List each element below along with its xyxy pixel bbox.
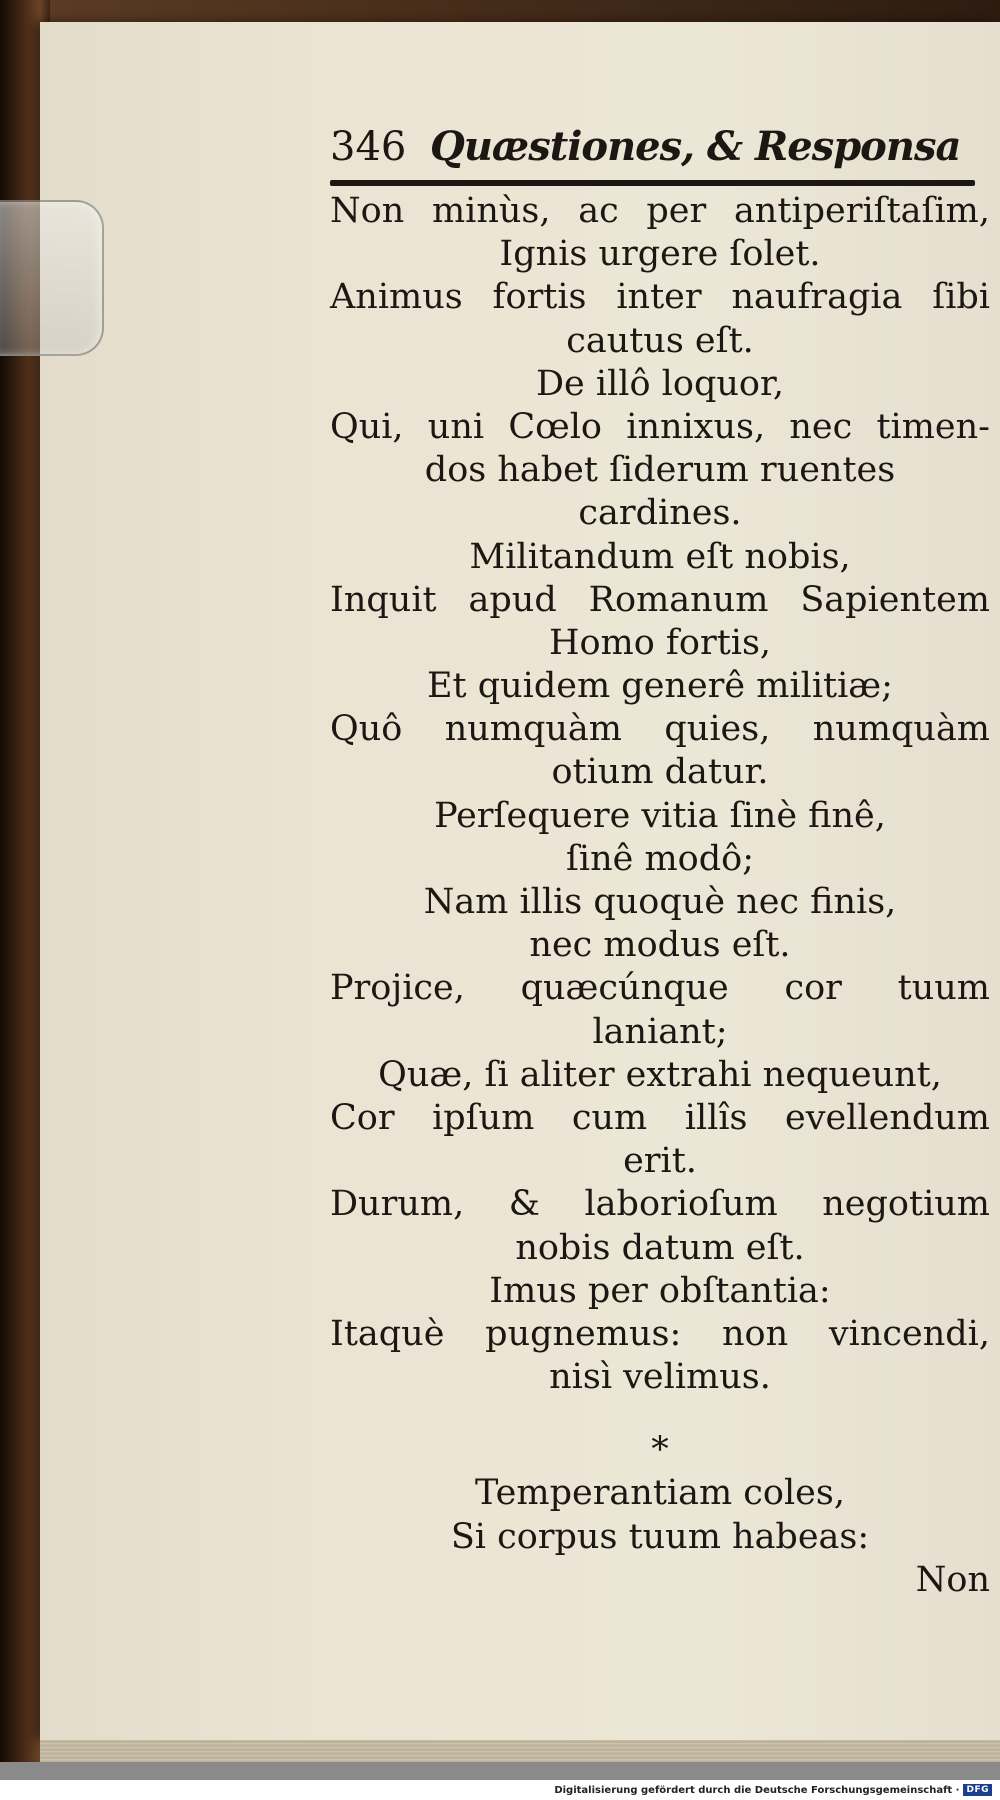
page-edge bbox=[40, 1740, 1000, 1762]
text-line: Homo fortis, bbox=[548, 622, 772, 663]
text-line: Ignis urgere ſolet. bbox=[499, 234, 821, 275]
footer-credit: Digitalisierung gefördert durch die Deutsche Forschungsgemeinschaft · bbox=[554, 1784, 960, 1796]
text-line: Et quidem generê militiæ; bbox=[427, 666, 893, 707]
text-line: Militandum eſt nobis, bbox=[469, 536, 851, 577]
text-line: Non bbox=[915, 1559, 990, 1600]
text-line: Itaquè pugnemus: non vincendi, bbox=[330, 1313, 990, 1354]
text-line: ſinê modô; bbox=[565, 838, 755, 879]
text-line: nobis datum eſt. bbox=[515, 1227, 805, 1268]
text-line: Nam illis quoquè nec finis, bbox=[423, 882, 897, 922]
digitization-footer bbox=[0, 1780, 1000, 1800]
text-line: nisì velimus. bbox=[549, 1357, 771, 1398]
text-line: Si corpus tuum habeas: bbox=[450, 1516, 870, 1557]
page-number: 346 bbox=[330, 124, 407, 170]
text-line: Qui, uni Cœlo innixus, nec timen- bbox=[330, 406, 990, 447]
text-line: cautus eſt. bbox=[566, 320, 754, 361]
text-line: Inquit apud Romanum Sapientem bbox=[330, 579, 990, 620]
text-line: Quô numquàm quies, numquàm bbox=[330, 709, 990, 750]
text-line: De illô loquor, bbox=[536, 363, 784, 404]
text-line: Temperantiam coles, bbox=[475, 1473, 845, 1514]
scan-bottom-border bbox=[0, 1762, 1000, 1780]
text-line: cardines. bbox=[578, 493, 742, 534]
text-line: Imus per obſtantia: bbox=[489, 1270, 831, 1311]
text-line: laniant; bbox=[592, 1011, 728, 1052]
page-clip bbox=[0, 200, 104, 356]
text-line: Projice, quæcúnque cor tuum bbox=[330, 968, 990, 1009]
text-line: nec modus eſt. bbox=[529, 925, 791, 966]
text-line: Durum, & laborioſum negotium bbox=[330, 1184, 990, 1225]
text-line: Cor ipſum cum illîs evellendum bbox=[330, 1097, 990, 1138]
text-line: otium datur. bbox=[551, 752, 769, 793]
page-header bbox=[330, 122, 975, 172]
text-line: dos habet ſiderum ruentes bbox=[424, 450, 896, 491]
blank-line bbox=[330, 1399, 990, 1429]
header-rule bbox=[330, 180, 975, 186]
text-line: Perſequere vitia ſinè finê, bbox=[434, 795, 886, 836]
text-line: Non minùs, ac per antiperiſtaſim, bbox=[330, 191, 990, 231]
text-block bbox=[330, 190, 990, 1602]
text-line: * bbox=[651, 1430, 669, 1471]
text-line: erit. bbox=[623, 1141, 697, 1182]
text-line: Quæ, ſi aliter extrahi nequeunt, bbox=[378, 1054, 942, 1095]
dfg-logo: DFG bbox=[963, 1784, 992, 1796]
running-title: Quæstiones, & Responsa bbox=[430, 123, 961, 170]
text-line: Animus fortis inter naufragia ſibi bbox=[330, 277, 990, 318]
